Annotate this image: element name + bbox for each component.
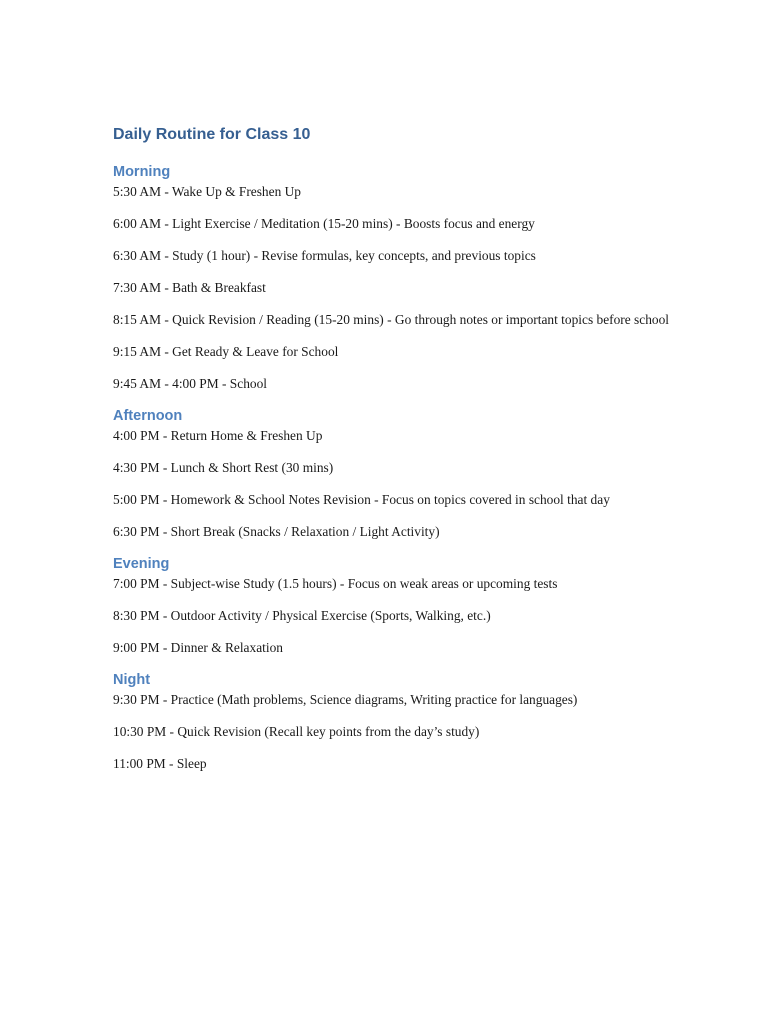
schedule-list-night bbox=[113, 690, 673, 774]
schedule-entry: 10:30 PM - Quick Revision (Recall key points from the day’s study) bbox=[113, 724, 480, 739]
schedule-entry: 5:30 AM - Wake Up & Freshen Up bbox=[113, 184, 301, 199]
schedule-list-evening bbox=[113, 574, 673, 658]
schedule-entry: 6:30 AM - Study (1 hour) - Revise formulas, key concepts, and previous topics bbox=[113, 248, 536, 263]
schedule-entry: 7:00 PM - Subject-wise Study (1.5 hours) - Focus on weak areas or upcoming tests bbox=[113, 576, 558, 591]
section-heading-night: Night bbox=[113, 672, 151, 688]
schedule-list-afternoon bbox=[113, 426, 673, 542]
section-evening bbox=[113, 554, 673, 658]
schedule-entry: 4:00 PM - Return Home & Freshen Up bbox=[113, 428, 323, 443]
schedule-entry: 6:00 AM - Light Exercise / Meditation (15-20 mins) - Boosts focus and energy bbox=[113, 216, 535, 231]
schedule-entry: 7:30 AM - Bath & Breakfast bbox=[113, 280, 266, 295]
section-heading-morning: Morning bbox=[113, 164, 171, 180]
section-morning bbox=[113, 162, 673, 394]
schedule-entry: 9:15 AM - Get Ready & Leave for School bbox=[113, 344, 339, 359]
schedule-entry: 6:30 PM - Short Break (Snacks / Relaxation / Light Activity) bbox=[113, 524, 440, 539]
section-night bbox=[113, 670, 673, 774]
section-heading-afternoon: Afternoon bbox=[113, 408, 183, 424]
section-afternoon bbox=[113, 406, 673, 542]
schedule-entry: 9:45 AM - 4:00 PM - School bbox=[113, 376, 268, 391]
schedule-entry: 4:30 PM - Lunch & Short Rest (30 mins) bbox=[113, 460, 334, 475]
schedule-entry: 9:30 PM - Practice (Math problems, Science diagrams, Writing practice for languages) bbox=[113, 692, 578, 707]
schedule-list-morning bbox=[113, 182, 673, 394]
document-page bbox=[113, 124, 673, 786]
schedule-entry: 9:00 PM - Dinner & Relaxation bbox=[113, 640, 283, 655]
schedule-entry: 11:00 PM - Sleep bbox=[113, 756, 207, 771]
section-heading-evening: Evening bbox=[113, 556, 170, 572]
schedule-entry: 8:15 AM - Quick Revision / Reading (15-20 mins) - Go through notes or important topics before school bbox=[113, 312, 670, 327]
schedule-entry: 8:30 PM - Outdoor Activity / Physical Exercise (Sports, Walking, etc.) bbox=[113, 608, 491, 623]
schedule-entry: 5:00 PM - Homework & School Notes Revision - Focus on topics covered in school that day bbox=[113, 492, 610, 507]
document-title: Daily Routine for Class 10 bbox=[113, 126, 311, 143]
